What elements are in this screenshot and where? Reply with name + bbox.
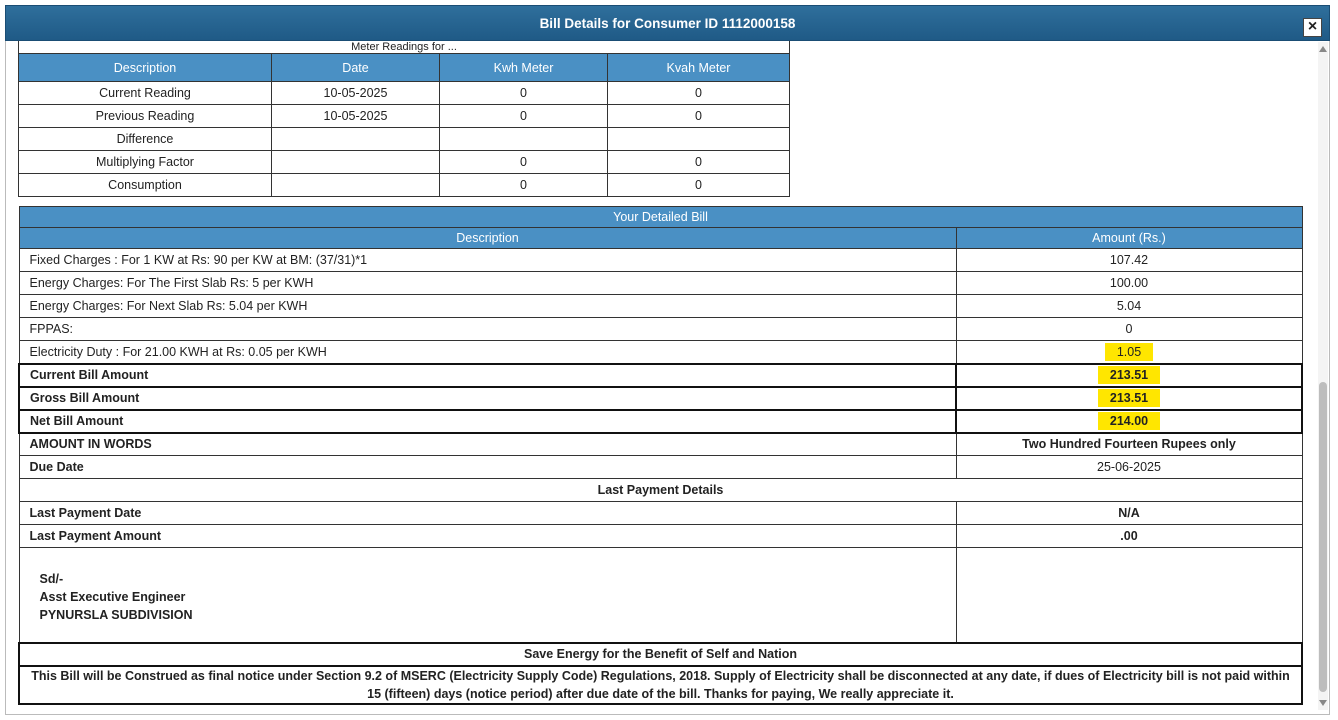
last-payment-amount-label: Last Payment Amount	[19, 525, 956, 548]
gross-bill-amount	[956, 387, 1302, 410]
cell: 0	[608, 174, 790, 197]
dialog-titlebar	[5, 5, 1330, 41]
charge-amount	[956, 341, 1302, 364]
cell	[608, 128, 790, 151]
cell: 0	[440, 174, 608, 197]
table-row	[19, 105, 790, 128]
cell: Consumption	[19, 174, 272, 197]
meter-col-kvah: Kvah Meter	[608, 54, 790, 82]
cell	[272, 128, 440, 151]
scroll-thumb[interactable]	[1319, 382, 1327, 692]
cell	[440, 128, 608, 151]
table-row	[19, 128, 790, 151]
gross-bill-row	[19, 387, 1302, 410]
cell: Difference	[19, 128, 272, 151]
cell: 0	[608, 82, 790, 105]
charge-description: Energy Charges: For The First Slab Rs: 5 per KWH	[19, 272, 956, 295]
last-payment-amount-row	[19, 525, 1302, 548]
cell: Multiplying Factor	[19, 151, 272, 174]
current-bill-row	[19, 364, 1302, 387]
scroll-down-icon[interactable]	[1319, 700, 1327, 706]
charge-amount: 107.42	[956, 249, 1302, 272]
table-row	[19, 318, 1302, 341]
signature-blank	[956, 548, 1302, 643]
meter-readings-table	[18, 41, 790, 197]
due-date-label: Due Date	[19, 456, 956, 479]
table-row	[19, 249, 1302, 272]
table-row	[19, 295, 1302, 318]
meter-col-kwh: Kwh Meter	[440, 54, 608, 82]
gross-bill-label: Gross Bill Amount	[19, 387, 956, 410]
dialog-title: Bill Details for Consumer ID 1112000158	[539, 15, 796, 31]
table-row	[19, 341, 1302, 364]
charge-description: Electricity Duty : For 21.00 KWH at Rs: 0.05 per KWH	[19, 341, 956, 364]
cell: Current Reading	[19, 82, 272, 105]
due-date-row	[19, 456, 1302, 479]
charge-description: Fixed Charges : For 1 KW at Rs: 90 per KW at BM: (37/31)*1	[19, 249, 956, 272]
last-payment-amount-value: .00	[956, 525, 1302, 548]
charge-description: Energy Charges: For Next Slab Rs: 5.04 per KWH	[19, 295, 956, 318]
due-date-value: 25-06-2025	[956, 456, 1302, 479]
dialog-content	[5, 41, 1330, 715]
amount-words-value: Two Hundred Fourteen Rupees only	[956, 433, 1302, 456]
charge-amount: 0	[956, 318, 1302, 341]
current-bill-amount	[956, 364, 1302, 387]
cell	[272, 174, 440, 197]
cell: 10-05-2025	[272, 82, 440, 105]
amount-words-row	[19, 433, 1302, 456]
slogan-text: Save Energy for the Benefit of Self and Nation	[19, 643, 1302, 666]
meter-col-date: Date	[272, 54, 440, 82]
cell: 0	[440, 151, 608, 174]
cell: 0	[608, 151, 790, 174]
net-bill-amount	[956, 410, 1302, 433]
signature-subdivision: PYNURSLA SUBDIVISION	[39, 608, 193, 622]
slogan-row	[19, 643, 1302, 666]
meter-col-description: Description	[19, 54, 272, 82]
highlighted-amount: 1.05	[1105, 343, 1153, 361]
charge-amount: 100.00	[956, 272, 1302, 295]
bill-banner: Your Detailed Bill	[19, 207, 1302, 228]
scroll-up-icon[interactable]	[1319, 46, 1327, 52]
cell: 0	[608, 105, 790, 128]
last-payment-header: Last Payment Details	[19, 479, 1302, 502]
table-row	[19, 174, 790, 197]
detailed-bill-table	[18, 206, 1303, 705]
signature-sd: Sd/-	[39, 572, 64, 586]
last-payment-date-value: N/A	[956, 502, 1302, 525]
bill-col-description: Description	[19, 228, 956, 249]
highlighted-amount: 213.51	[1098, 389, 1160, 407]
bill-col-amount: Amount (Rs.)	[956, 228, 1302, 249]
cell: Previous Reading	[19, 105, 272, 128]
net-bill-row	[19, 410, 1302, 433]
highlighted-amount: 213.51	[1098, 366, 1160, 384]
signature-designation: Asst Executive Engineer	[39, 590, 186, 604]
highlighted-amount: 214.00	[1098, 412, 1160, 430]
close-icon[interactable]: ×	[1303, 18, 1322, 37]
current-bill-label: Current Bill Amount	[19, 364, 956, 387]
cell: 0	[440, 82, 608, 105]
cell: 10-05-2025	[272, 105, 440, 128]
amount-words-label: AMOUNT IN WORDS	[19, 433, 956, 456]
cell	[272, 151, 440, 174]
cell: 0	[440, 105, 608, 128]
signature-row	[19, 548, 1302, 643]
last-payment-date-row	[19, 502, 1302, 525]
vertical-scrollbar[interactable]	[1318, 42, 1328, 710]
table-row	[19, 272, 1302, 295]
net-bill-label: Net Bill Amount	[19, 410, 956, 433]
table-row	[19, 82, 790, 105]
notice-text: This Bill will be Construed as final notice under Section 9.2 of MSERC (Electricity Supply Code) Regulations, 2018. Supply of Electricity shall be disconnected at any date, if dues of Electricity bill is not paid within 15 (fifteen) days (notice period) after due date of the bill. Thanks for paying, We really appreciate it.	[19, 666, 1302, 704]
charge-amount: 5.04	[956, 295, 1302, 318]
meter-section-title: Meter Readings for ...	[19, 41, 790, 54]
signature-block	[19, 548, 956, 643]
table-row	[19, 151, 790, 174]
notice-row	[19, 666, 1302, 704]
last-payment-date-label: Last Payment Date	[19, 502, 956, 525]
charge-description: FPPAS:	[19, 318, 956, 341]
